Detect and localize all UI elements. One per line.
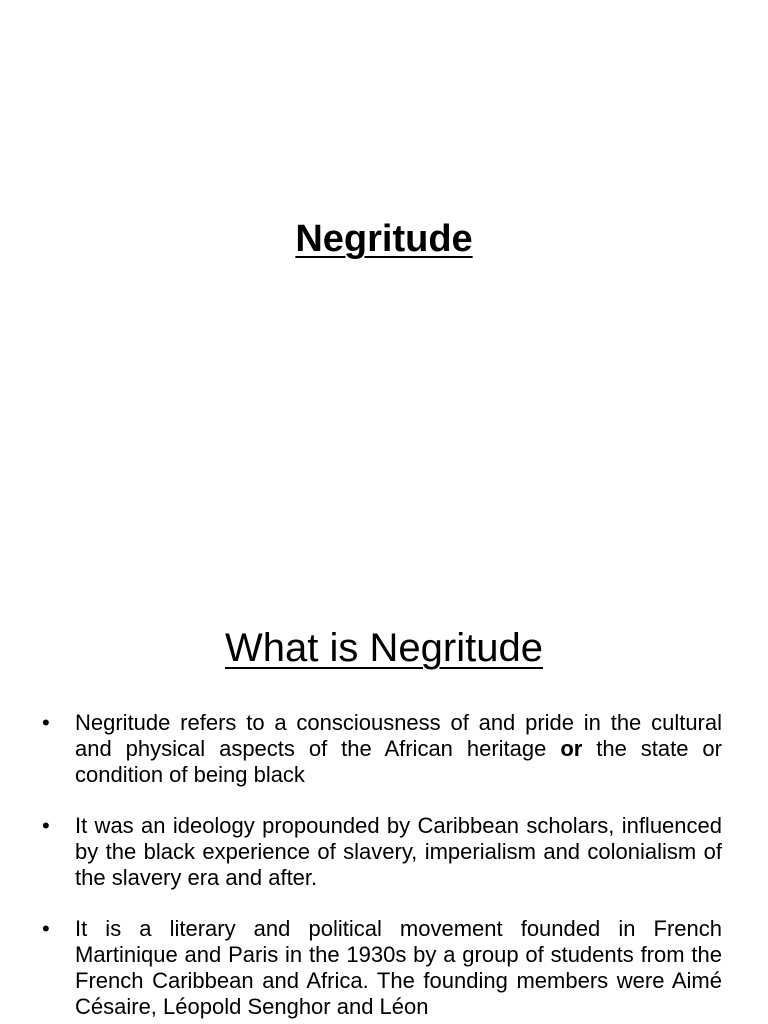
slide-what-is-negritude — [0, 576, 768, 1024]
bullet-icon: • — [42, 916, 50, 941]
bullet-icon: • — [42, 813, 50, 838]
bullet-list — [40, 710, 722, 1024]
bullet-text-part: the state or condition of being black — [75, 736, 722, 787]
bullet-item-3 — [40, 916, 722, 1020]
bullet-icon: • — [42, 710, 50, 735]
bullet-text: It was an ideology propounded by Caribbean scholars, influenced by the black experience of slavery, imperialism and colonialism of the slavery era and after. — [75, 813, 722, 890]
slide-title-heading: Negritude — [295, 218, 473, 260]
bullet-item-2 — [40, 813, 722, 891]
bullet-text-emphasis: or — [560, 736, 583, 761]
slide-heading: What is Negritude — [225, 626, 543, 670]
bullet-text: It is a literary and political movement founded in French Martinique and Paris in the 1930s by a group of students from the French Caribbean and Africa. The founding members were Aimé Césaire, Léopold Senghor and Léon — [75, 916, 722, 1019]
bullet-item-1 — [40, 710, 722, 788]
bullet-text-part: Negritude refers to a consciousness of and pride in the cultural and physical aspects of the African heritage — [75, 710, 722, 761]
